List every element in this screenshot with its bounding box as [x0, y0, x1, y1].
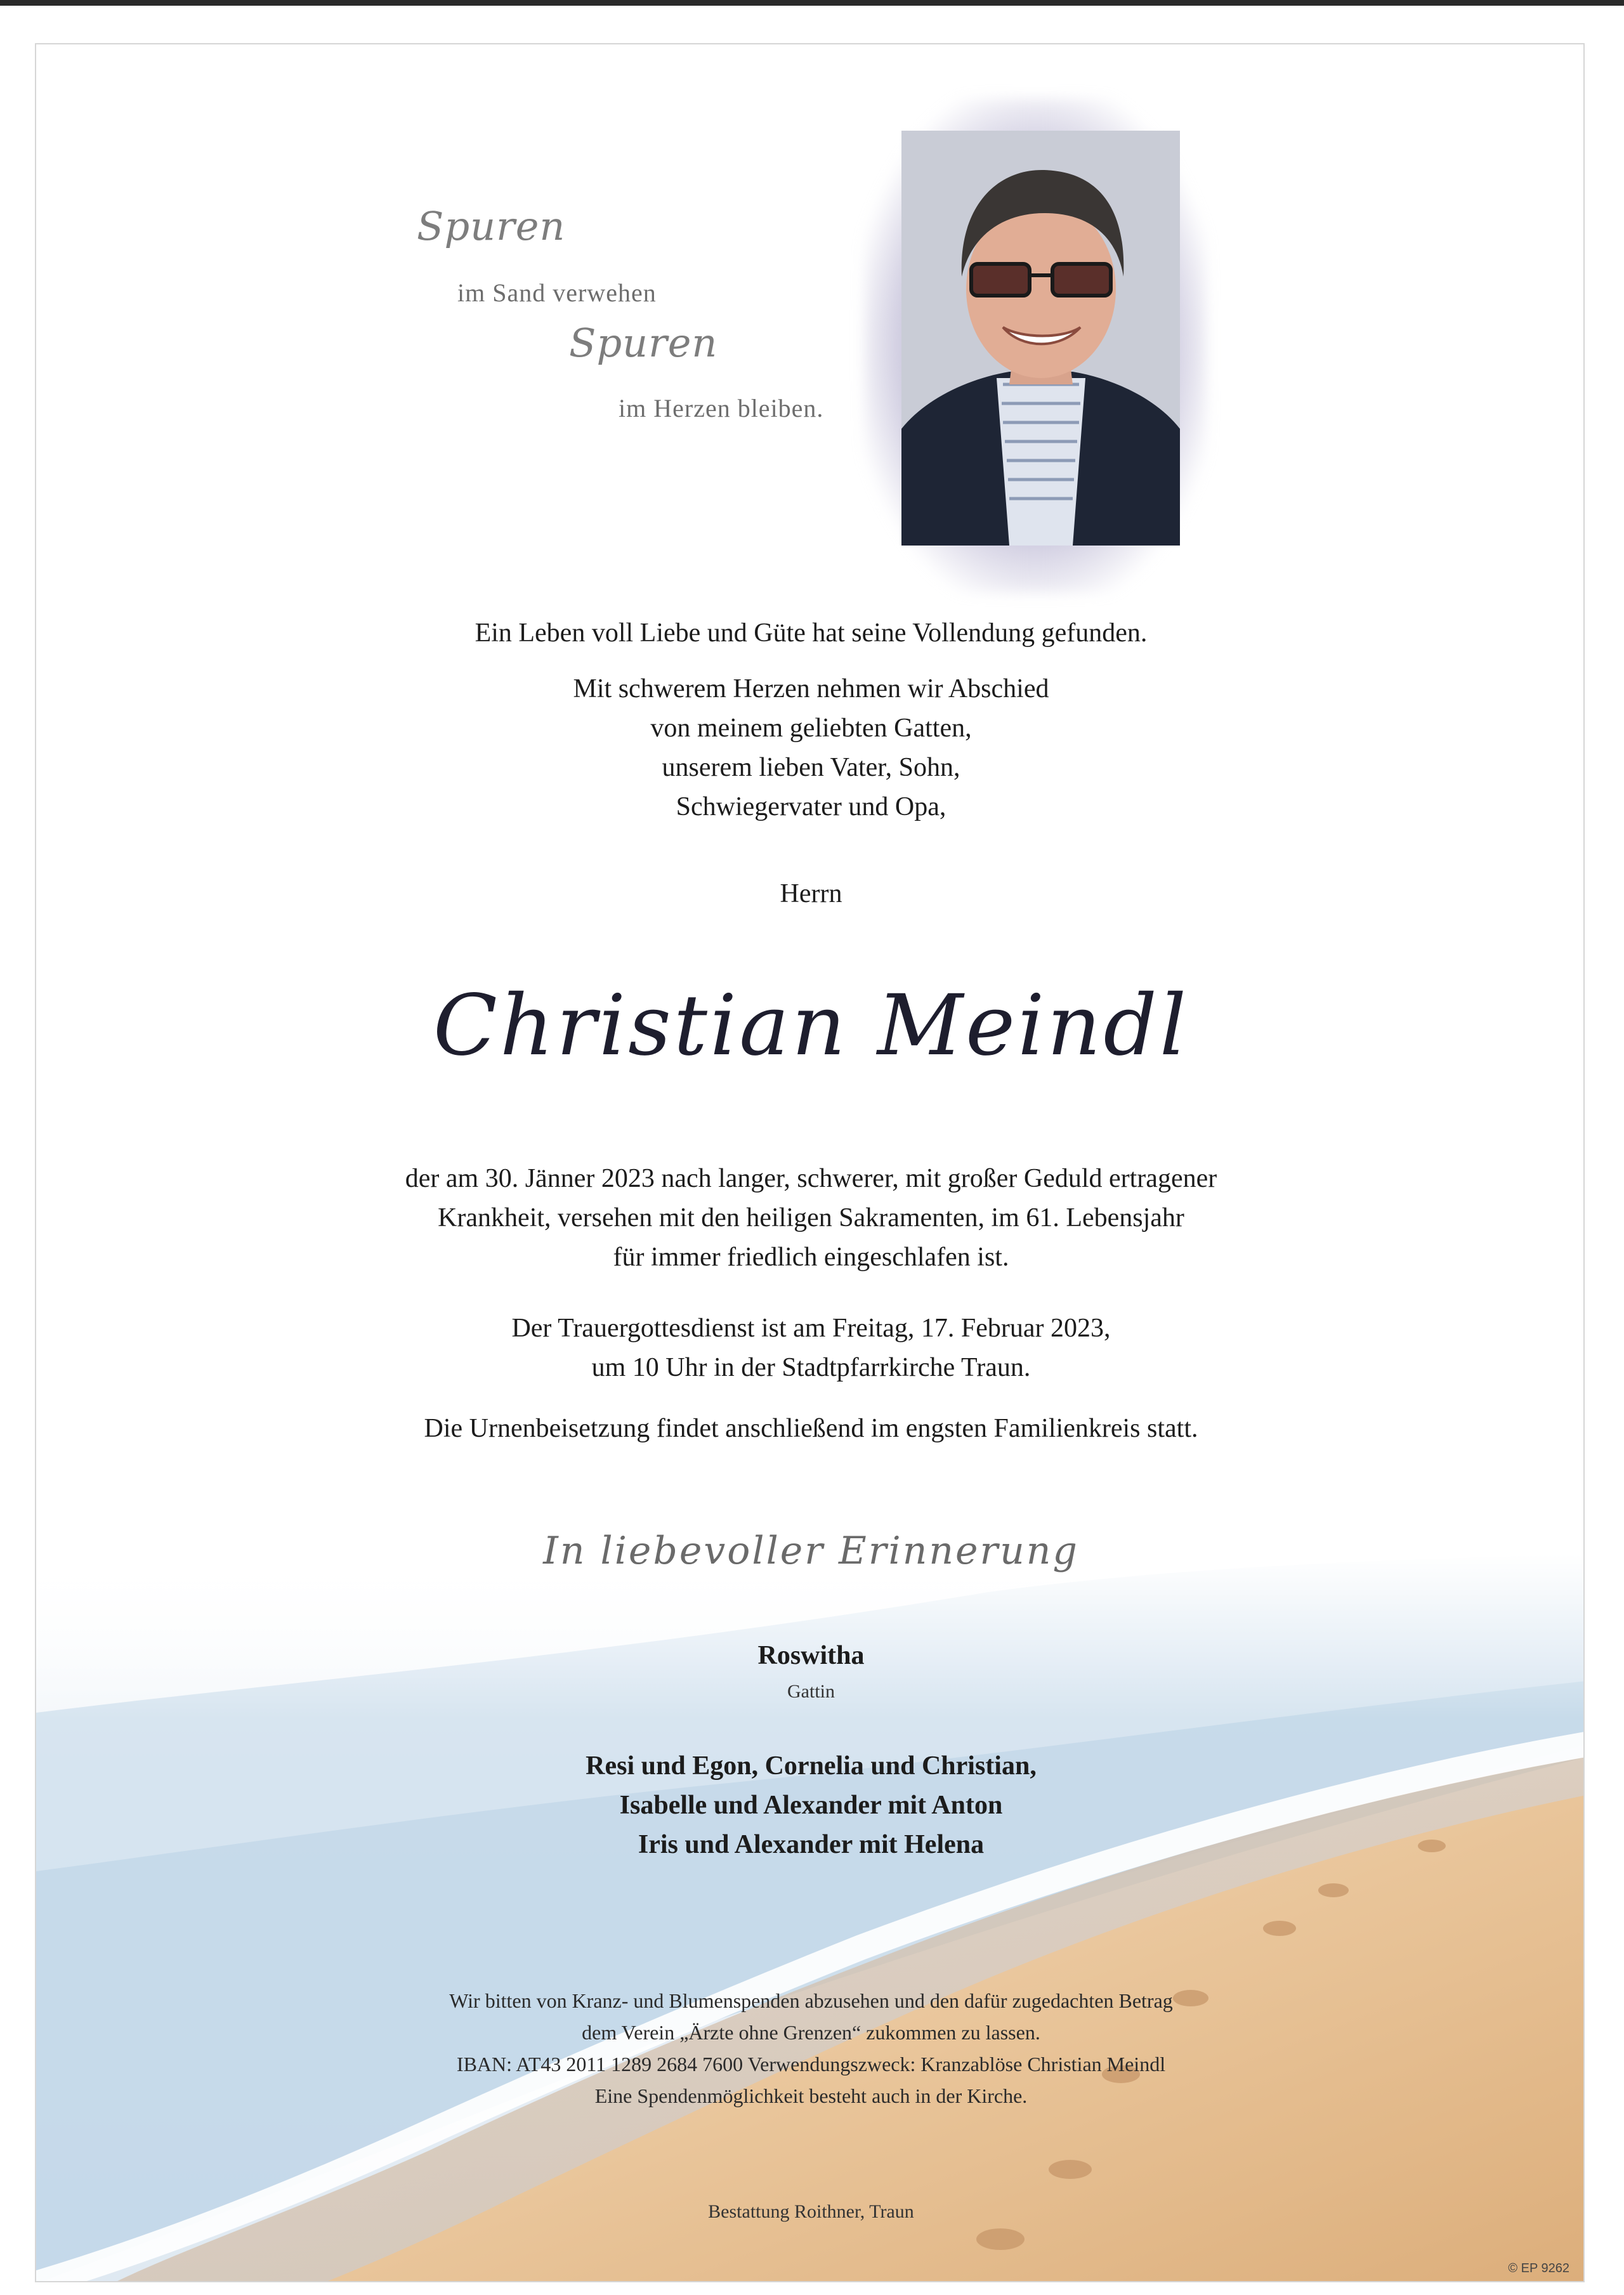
- spouse-name: Roswitha: [757, 1641, 865, 1670]
- salutation: Herrn: [780, 879, 842, 908]
- death-notice-line-3: für immer friedlich eingeschlafen ist.: [613, 1243, 1009, 1272]
- donation-line-4: Eine Spendenmöglichkeit besteht auch in der Kirche.: [594, 2084, 1028, 2107]
- service-line-2: um 10 Uhr in der Stadtpfarrkirche Traun.: [591, 1353, 1031, 1382]
- family-line-2: Isabelle und Alexander mit Anton: [619, 1791, 1003, 1820]
- farewell-line-1: Mit schwerem Herzen nehmen wir Abschied: [573, 674, 1049, 703]
- memory-heading: In liebevoller Erinnerung: [543, 1529, 1079, 1573]
- funeral-home: Bestattung Roithner, Traun: [708, 2201, 914, 2222]
- poem-line-4: im Herzen bleiben.: [619, 394, 824, 422]
- donation-line-1: Wir bitten von Kranz- und Blumenspenden abzusehen und den dafür zugedachten Betrag: [449, 1989, 1173, 2012]
- poem-line-2: im Sand verwehen: [457, 278, 657, 307]
- farewell-line-2: von meinem geliebten Gatten,: [650, 714, 972, 743]
- poem-line-3: Spuren: [569, 320, 718, 366]
- poem: [36, 44, 1585, 422]
- service-line-1: Der Trauergottesdienst ist am Freitag, 17. Februar 2023,: [511, 1314, 1111, 1343]
- intro-line: Ein Leben voll Liebe und Güte hat seine Vollendung gefunden.: [475, 618, 1148, 648]
- spouse-role: Gattin: [787, 1681, 835, 1702]
- death-notice-line-1: der am 30. Jänner 2023 nach langer, schwerer, mit großer Geduld ertragener: [405, 1164, 1217, 1193]
- burial-line: Die Urnenbeisetzung findet anschließend im engsten Familienkreis statt.: [424, 1414, 1198, 1443]
- family-line-1: Resi und Egon, Cornelia und Christian,: [586, 1751, 1037, 1781]
- family-line-3: Iris und Alexander mit Helena: [638, 1830, 985, 1859]
- print-code: © EP 9262: [1508, 2261, 1569, 2275]
- obituary-card: [35, 43, 1585, 2282]
- donation-line-3: IBAN: AT43 2011 1289 2684 7600 Verwendungszweck: Kranzablöse Christian Meindl: [456, 2053, 1166, 2076]
- portrait-photo: [901, 131, 1180, 546]
- poem-line-1: Spuren: [417, 203, 566, 249]
- farewell-line-3: unserem lieben Vater, Sohn,: [662, 753, 960, 782]
- top-edge-bar: [0, 0, 1624, 6]
- donation-line-2: dem Verein „Ärzte ohne Grenzen“ zukommen zu lassen.: [582, 2021, 1040, 2044]
- death-notice-line-2: Krankheit, versehen mit den heiligen Sakramenten, im 61. Lebensjahr: [438, 1203, 1184, 1232]
- deceased-name: Christian Meindl: [433, 977, 1189, 1075]
- farewell-line-4: Schwiegervater und Opa,: [676, 792, 946, 821]
